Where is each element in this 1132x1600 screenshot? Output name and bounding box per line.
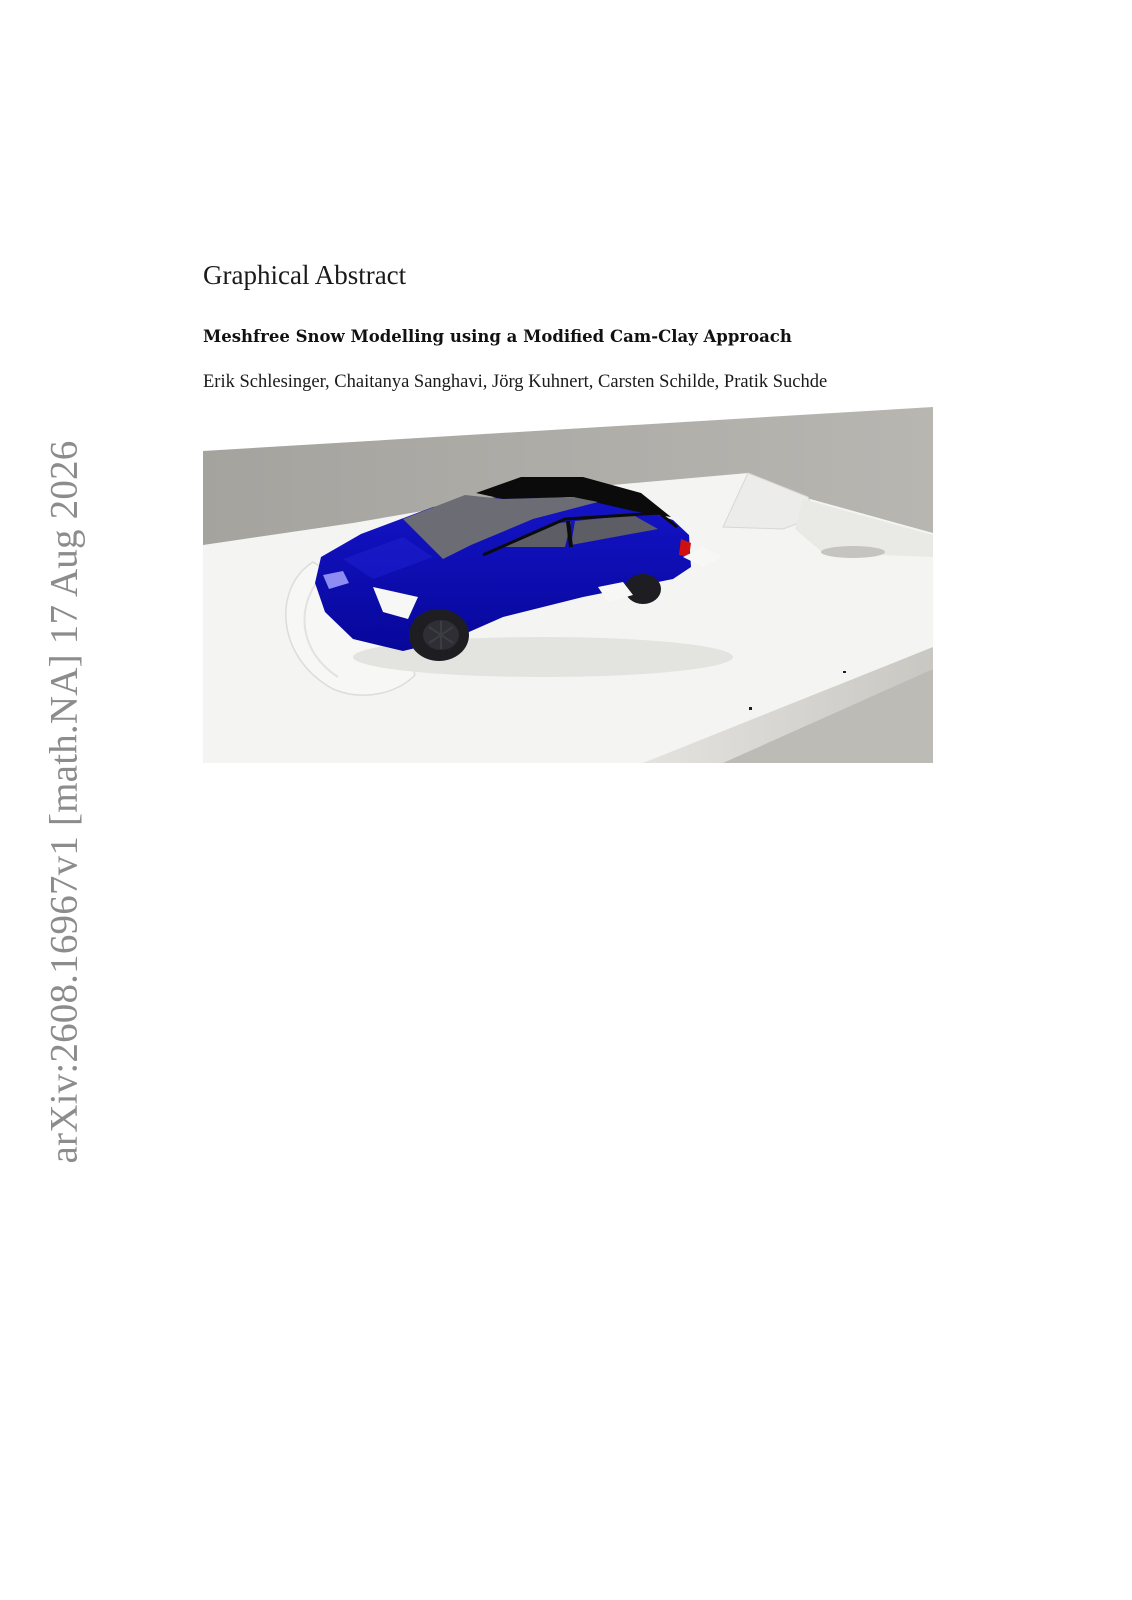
car-in-snow-illustration <box>203 407 933 763</box>
page-heading: Graphical Abstract <box>203 260 407 290</box>
arxiv-identifier: arXiv:2608.16967v1 [math.NA] 17 Aug 2026 <box>42 440 86 1164</box>
paper-authors: Erik Schlesinger, Chaitanya Sanghavi, Jörg Kuhnert, Carsten Schilde, Pratik Suchde <box>203 372 828 392</box>
rear-wheel <box>625 574 661 604</box>
graphical-abstract-figure <box>203 407 933 763</box>
paper-title: Meshfree Snow Modelling using a Modified Cam-Clay Approach <box>203 327 792 346</box>
